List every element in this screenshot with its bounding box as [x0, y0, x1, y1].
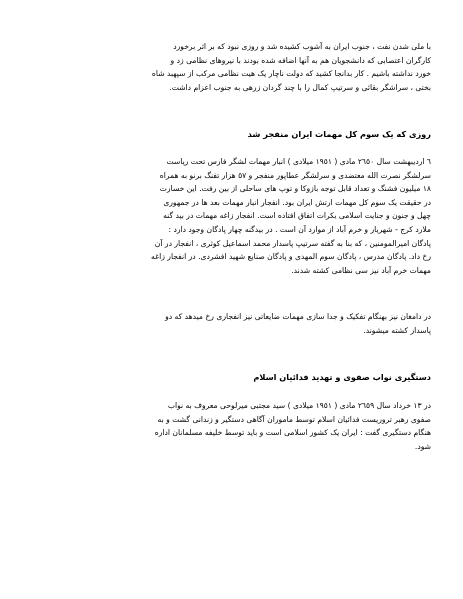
text-line: هنگام دستگیری گفت : ایران یک کشور اسلامی است و باید توسط خلیفه مسلمانان اداره [154, 428, 431, 438]
text-line: سرلشگر نصرت الله معتضدی و سرلشگر عطاپور منفجر و ٥٧ هزار تفنگ برنو به همراه [159, 170, 431, 180]
text-line: پادگان امیرالمومنین ، که بنا به گفته سرتیپ پاسدار محمد اسماعیل کوثری ، انفجار در آن [154, 238, 431, 248]
text-line: در ١٣ خرداد سال ٢٦٥٩ مادی ( ١٩٥١ میلادی ) سید مجتبی میرلوحی معروف به نواب [167, 401, 431, 410]
text-line: ملارد کرج - شهریار و خرم آباد از موارد آن است . در بیدگنه چهار پادگان وجود دارد : [168, 224, 431, 234]
paragraph-navab-arrest [44, 399, 431, 453]
paragraph-oil-nationalization [44, 40, 431, 94]
text-line: مهمات خرم آباد نیز سی نظامی کشته شدند. [291, 265, 431, 275]
text-line: ١٨ میلیون فشنگ و تعداد قابل توجه بازوکا و توپ های ساحلی از بین رفت. این خسارت [159, 184, 431, 194]
text-line: چهل و جنون و جنایت اسلامی بکرات اتفاق افتاده است. انفجار زاغه مهمات در بید گنه [163, 211, 431, 221]
text-line: رخ داد. پادگان مدرس ، پادگان سوم المهدی و پادگان صنایع شهید افشردی. در انفجار زاغه [151, 252, 431, 262]
text-line: کارگران اعتصابی که دانشجویان هم به آنها اضافه شده بودند با نیروهای نظامی زد و [170, 55, 431, 65]
paragraph-damghan [44, 310, 431, 337]
text-line: شود. [414, 441, 431, 451]
text-line: در دامغان نیز بهنگام تفکیک و جدا سازی مهمات ضایعاتی نیز انفجاری رخ میدهد که دو [165, 312, 431, 321]
text-line: در حقیقت یک سوم کل مهمات ارتش ایران بود. انفجار انبار مهمات بعد ها در جمهوری [163, 197, 431, 207]
text-line: خورد نداشته باشیم . کار بدانجا کشید که دولت ناچار یک هیت نظامی مرکب از سپهبد شاه [151, 69, 431, 79]
text-line: پاسدار کشته میشوند. [363, 325, 431, 335]
text-line: بختی ، سراشگر بقائی و سرتیپ کمال را با چند گردان زرهی به جنوب اعزام داشت. [169, 82, 431, 92]
text-line: با ملی شدن نفت ، جنوب ایران به آشوب کشیده شد و روزی نبود که بر اثر برخورد [173, 42, 431, 51]
paragraph-ammunition-depot [44, 155, 431, 277]
section-heading-ammunition-explosion: روزی که یک سوم کل مهمات ایران منفجر شد [247, 129, 431, 139]
text-line: ٦ اردیبهشت سال ٢٦٥٠ مادی ( ١٩٥١ میلادی ) انبار مهمات لشگر فارس تحت ریاست [166, 157, 431, 166]
text-line: صفوی رهبر تروریست فدائیان اسلام توسط ماموران آگاهی دستگیر و زندانی گشت و به [157, 414, 431, 424]
section-heading-navab-safavi: دستگیری نواب صفوی و تهدید فدائیان اسلام [253, 372, 431, 382]
